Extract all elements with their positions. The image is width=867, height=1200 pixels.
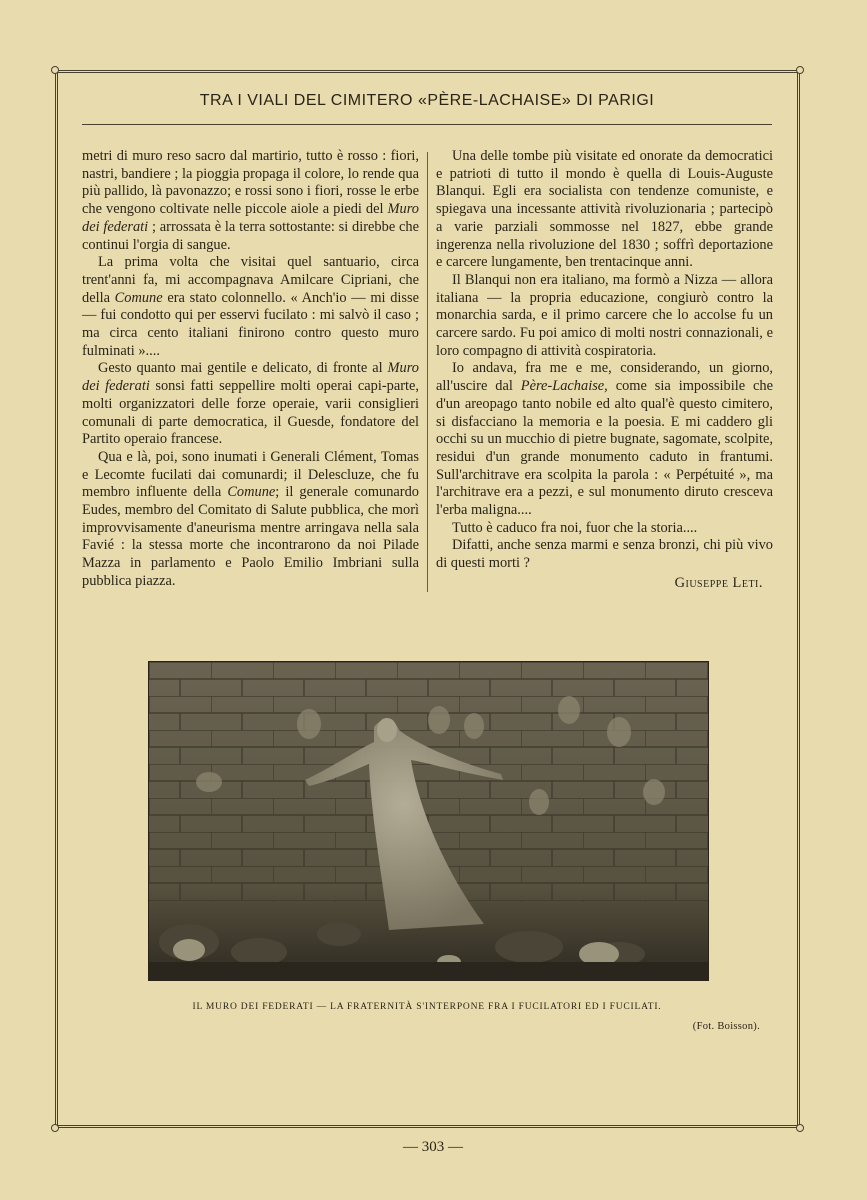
running-header: TRA I VIALI DEL CIMITERO «PÈRE-LACHAISE» DI PARIGI [199,92,655,109]
frame-corner-ornament [51,1124,59,1132]
left-column [82,148,419,591]
paragraph: Il Blanqui non era italiano, ma formò a Nizza — allora italiana — la propria educazione, congiurò contro la monarchia sarda, e il primo carcere che lo accolse fu un carcere sardo. Fu poi amico di molti nostri connazionali, e loro compagno di attività cospiratoria. [436,271,773,359]
frame-corner-ornament [796,66,804,74]
right-column [436,148,773,593]
paragraph: La prima volta che visitai quel santuario, circa trent'anni fa, mi accompagnava Amilcare Cipriani, che della Comune era stato colonnello. « Anch'io — mi disse — fui condotto qui per esservi fucilato : mi salvò il caso ; ma circa cento italiani finirono contro questo muro fulminati ».... [82,254,419,359]
figure-caption: IL MURO DEI FEDERATI — LA FRATERNITÀ S'INTERPONE FRA I FUCILATORI ED I FUCILATI. [192,1002,662,1012]
frame-corner-ornament [796,1124,804,1132]
paragraph: Difatti, anche senza marmi e senza bronzi, chi più vivo di questi morti ? [436,537,773,572]
paragraph: Gesto quanto mai gentile e delicato, di fronte al Muro dei federati sonsi fatti seppellire molti operai capi-parte, molti organizzatori delle forze operaie, varii consiglieri comunali di parte democratica, il Guesde, fondatore del Partito operaio francese. [82,360,419,448]
column-divider [427,152,428,592]
paragraph: Io andava, fra me e me, considerando, un giorno, all'uscire dal Père-Lachaise, come sia impossibile che d'un areopago tanto nobile ed alto qual'è questo cimitero, si disfacciano la memoria e la poesia. E mi caddero gli occhi su un mucchio di pietre bugnate, sagomate, scolpite, residui d'un grande monumento caduto in frantumi. Sull'architrave era scolpita la parola : « Perpétuité », ma l'architrave era a pezzi, e sul monumento diruto cresceva l'erba maligna.... [436,360,773,519]
photo-credit: (Fot. Boisson). [692,1021,760,1032]
header-rule [82,124,772,125]
author-signature: Giuseppe Leti. [674,574,763,591]
frame-corner-ornament [51,66,59,74]
paragraph: metri di muro reso sacro dal martirio, tutto è rosso : fiori, nastri, bandiere ; la pioggia propaga il colore, lo rende qua più pallido, là pavonazzo; e rossi sono i fiori, rosse le erbe che vengono coltivate nelle piccole aiole a piedi del Muro dei federati ; arrossata è la terra sottostante: si direbbe che continui l'orgia di sangue. [82,148,419,253]
paragraph: Qua e là, poi, sono inumati i Generali Clément, Tomas e Lecomte fucilati dai comunardi; il Delescluze, che fu membro influente della Comune; il generale comunardo Eudes, membro del Comitato di Salute pubblica, che morì improvvisamente d'aneurisma mentre arringava nella sala Favié : la stessa morte che incontrarono da noi Pilade Mazza in parlamento e Paolo Emilio Imbriani sulla pubblica piazza. [82,448,419,589]
paragraph: Una delle tombe più visitate ed onorate da democratici e patrioti di tutto il mondo è quella di Louis-Auguste Blanqui. Egli era socialista con tendenze comuniste, e spiegava una incessante attività rivoluzionaria ; partecipò a varie parziali sommosse nel 1827, ebbe grande ingerenza nella rivoluzione del 1830 ; soffrì deportazione e carcere lungamente, ben trentacinque anni. [436,148,773,271]
paragraph: Tutto è caduco fra noi, fuor che la storia.... [452,519,698,536]
wall-photograph [148,661,709,981]
page-number: — 303 — [403,1139,463,1155]
wall-photograph-image [149,662,708,980]
